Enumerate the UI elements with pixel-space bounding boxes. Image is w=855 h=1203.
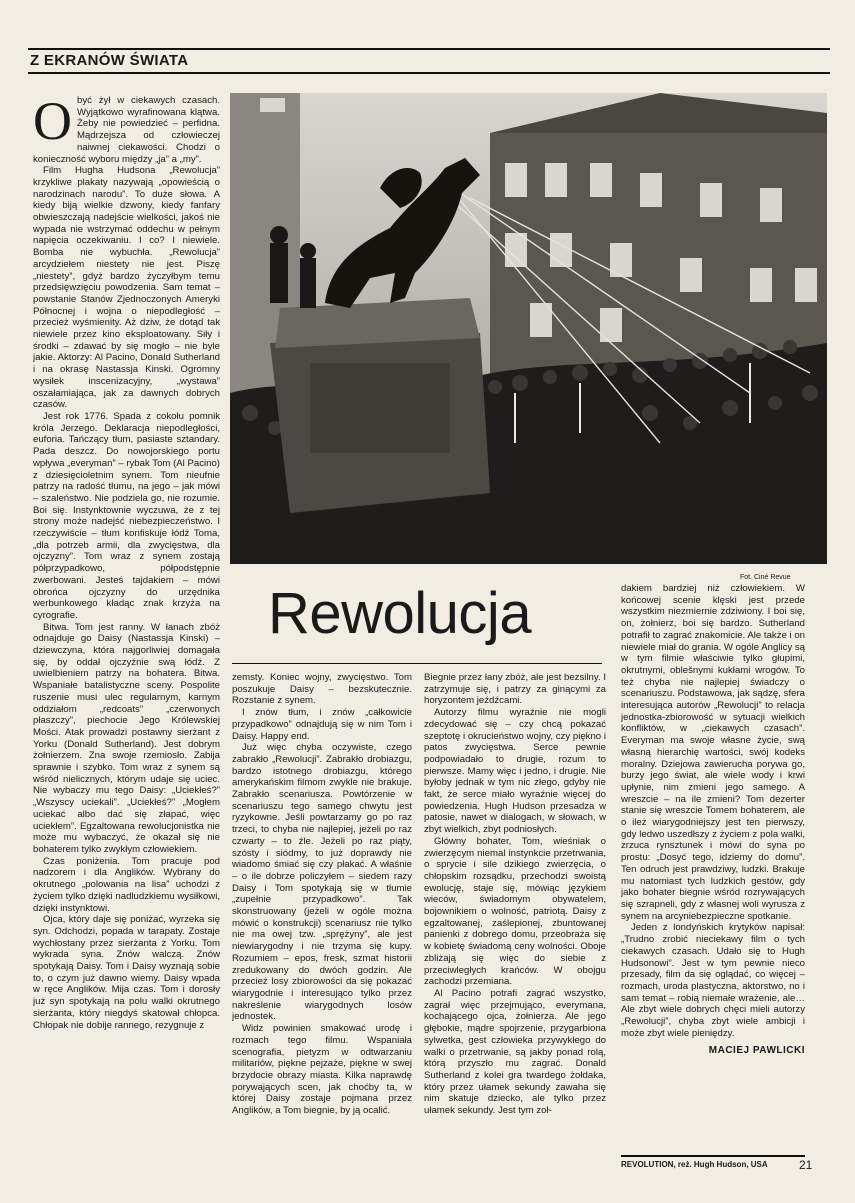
page-number: 21: [799, 1158, 813, 1172]
paragraph: zemsty. Koniec wojny, zwycięstwo. Tom poszukuje Daisy – bezskutecznie. Rozstanie z synem.: [232, 672, 412, 707]
paragraph: dakiem bardziej niż człowiekiem. W końcowej scenie klęski jest przede wszystkim niezmiernie zdziwiony. I boi się, on, żołnierz, boi się bardzo. Sutherland potrafił to zagrać znakomicie. Ale także i on niewiele miał do grania. W ogóle Anglicy są w tym filmie właściwie tylko głupimi, okrutnymi, oblešnymi kukłami wrogów. To też chyba nie najlepiej świadczy o scenariuszu. Podstawowa, jak sądzę, sfera interesująca autorów „Rewolucji” to relacja jednostka-zbiorowość w sytuacji wielkich konfliktów, w „ciekawych czasach”. Everyman ma swoje własne życie, swą własną hierarchię wartości, swój kodeks moralny. Dziejowa zawierucha porywa go, burzy jego świat, ale wiele wody i krwi upłynie, nim zmieni jego samego. A wreszcie – na ile zmieni? Tom dezerter stanie się wreszcie Tomem bohaterem, ale o ileż wiarygodniejszy jest ten pierwszy, gdy ledwo uszedłszy z życiem z pola walki, zrzuca rynsztunek i mówi do syna po prostu: „Dosyć tego, idziemy do domu”. Ten odruch jest prawdziwy, ludzki. Brakuje mu natomiast tych ludzkich gestów, gdy jako bohater biegnie wśród rozrywających się szrapneli, gdy z własnej woli wyrusza z synem na arcyniebezpieczne spotkanie.: [621, 583, 805, 922]
author-signature: MACIEJ PAWLICKI: [708, 1045, 805, 1057]
title-rule: [232, 663, 602, 664]
article-column-2: [232, 672, 412, 1172]
paragraph: Jeden z londyńskich krytyków napisał: „Trudno zrobić nieciekawy film o tych ciekawych czasach. Udało się to Hugh Hudsonowi”. Jest w tym pewnie nieco przesady, film da się oglądać, co więcej – rozmach, uroda plastyczna, aktorstwo, no i sam temat – robią niemałe wrażenie, ale… Ale zbyt wiele dobrych chęci mieli autorzy „Rewolucji”, chyba zbyt wiele ambicji i może zbyt wiele pieniędzy.: [621, 922, 805, 1039]
section-title: Z EKRANÓW ŚWIATA: [30, 52, 189, 69]
paragraph: Ojca, który daje się poniżać, wyrzeka się syn. Odchodzi, popada w tarapaty. Zostaje wychłostany przez sierżanta z Yorku. Tom wykrada syna. Znów walczą. Znów spotykają Daisy. Tom i Daisy wyznają sobie to, o czym już dawno wiemy. Daisy wpada w ręce Anglików. Mija czas. Tom i dorosły już syn spotykają na polu walki okrutnego sierżanta, który niegdyś skatował chłopca. Chłopak nie dobije rannego, rezygnuje z: [33, 914, 220, 1031]
article-photo: [230, 93, 827, 564]
paragraph: I znów tłum, i znów „całkowicie przypadkowo” odnajdują się w nim Tom i Daisy. Happy end.: [232, 707, 412, 742]
signature-rule: [621, 1155, 805, 1157]
statue-toppling-illustration: [230, 93, 827, 564]
header-top-rule: [28, 48, 830, 50]
paragraph: Czas poniżenia. Tom pracuje pod nadzorem i dla Anglików. Wybrany do okrutnego „polowania na lisa” uchodzi z życiem tylko dzięki nadludzkiemu wysiłkowi, dzięki instynktowi.: [33, 855, 220, 914]
paragraph: być żył w ciekawych czasach. Wyjątkowo wyrafinowana klątwa. Żeby nie powiedzieć – perfidna. Mądrzejsza od człowieczej naiwnej ciekawości. Chodzi o konieczność wyboru między „ja” a „my”.: [33, 95, 220, 165]
paragraph: Już więc chyba oczywiste, czego zabrakło „Rewolucji”. Zabrakło drobiazgu, bardzo istotnego drobiazgu, którego amerykańskim filmom zwykle nie brakuje. Zabrakło scenariusza. Powtórzenie w scenariuszu tego samego chwytu jest ryzykowne. Jeśli powtarzamy go po raz trzeci, to chyba nie najlepiej, jeżeli po raz czwarty – to źle. Jeżeli po raz piąty, szósty i siódmy, to już doprawdy nie wiadomo śmiać się czy płakać. A właśnie – o ile dobrze policzyłem – siedem razy Daisy i Tom spotykają się w tłumie „zupełnie przypadkowo”. Tak skonstruowany (jeżeli w ogóle można mówić o konstrukcji) scenariusz nie tylko nie ma owej tzw. „sprężyny”, ale jest niewiarygodny i nie trzyma się kupy. Rozumiem – epos, fresk, szmat historii zredukowany do dwóch godzin. Ale przecież losy zbiorowości da się pokazać wiarygodnie i interesująco tylko przez nakreślenie wiarygodnych losów jednostek.: [232, 742, 412, 1023]
paragraph: Jest rok 1776. Spada z cokołu pomnik króla Jerzego. Deklaracja niepodległości, euforia. Tańczący tłum, pasiaste sztandary. Pada deszcz. Do nowojorskiego portu wpływa „everyman” – rybak Tom (Al Pacino) z dziesięcioletnim synem. Tom nieufnie patrzy na radość tłumu, na jego – jak mówi – szaleństwo. Nie podziela go, nie rozumie. Boi się. Instynktownie wyczuwa, że z tej strony może nadejść niebezpieczeństwo. I rzeczywiście – tłum konfiskuje łódź Toma, „dla potrzeb armii, dla zwycięstwa, dla ojczyzny”. Tom wraz z synem zostają półprzypadkowo, półpodstępnie zwerbowani. Jesteś tajdakiem – mówi obrońca ojczyzny do urzędnika werbunkowego kładąc znak krzyża na cyrografie.: [33, 410, 220, 621]
paragraph: Al Pacino potrafi zagrać wszystko, zagrał więc przejmująco, everymana, kochającego ojca, żołnierza. Ale jego głębokie, mądre spojrzenie, przygarbiona sylwetka, gest człowieka przywykłego do walki o przetrwanie, są jakby ponad rolą, którą przyszło mu zagrać. Donald Sutherland z kolei gra twardego żołdaka, który przez ułamek sekundy zawaha się nim skatuje dziecko, ale tylko przez ułamek sekundy. Jest tym zoł-: [424, 987, 606, 1117]
dropcap: O: [33, 95, 72, 151]
article-title: Rewolucja: [268, 581, 532, 646]
paragraph: Główny bohater, Tom, wieśniak o zwierzęcym niemal instynkcie przetrwania, o sprycie i sile dzikiego zwierzęcia, o chłopskim rozsądku, przechodzi swoistą ewolucję, staje się, mówiąc językiem wieców, świadomym obywatelem, bojownikiem o wolność, patriotą. Daisy z egzaltowanej, zaślepionej, zbuntowanej panienki z dobrego domu, przeobraża się w kobietę świadomą ceny wolności. Oboje zbliżają się więc do siebie z przeciwległych krańców. W obojgu zachodzi przemiana.: [424, 835, 606, 988]
paragraph: Bitwa. Tom jest ranny. W łanach zbóż odnajduje go Daisy (Nastassja Kinski) – dziewczyna, która najgorliwiej domagała się, by oddał ojczyźnie swą łódź. Z uwielbieniem patrzy na bohatera. Bitwa. Wspaniałe batalistyczne sceny. Pospolite ruszenie musi ulec regularnym, karnym oddziałom „redcoats” „czerwonych płaszczy”, piechocie Jego Królewskiej Mości. Atak prowadzi postawny sierżant z Yorku (Donald Sutherland). Jest dobrym żołnierzem. Zna swoje rzemiosło. Zabija sprawnie i szybko. Tom wraz z synem są wśród nielicznych, którym udaje się uciec. Nie wybaczy mu tego Daisy: „Uciekłeś?” „Wszyscy uciekali”. „Uciekłeś?” „Mogłem uciekać albo dać się złapać, więc uciekłem”. Egzaltowana rewolucjonistka nie może mu wybaczyć, że okazał się nie bohaterem tylko zwykłym człowiekiem.: [33, 621, 220, 855]
paragraph: Biegnie przez łany zbóż, ale jest bezsilny. I zatrzymuje się, i patrzy za ginącymi za horyzontem jeźdźcami.: [424, 672, 606, 707]
article-column-1: [33, 95, 220, 1175]
article-column-3: [424, 672, 606, 1172]
paragraph: Film Hugha Hudsona „Rewolucja” krzykliwe plakaty nazywają „opowieścią o narodzinach narodu”. To duże słowa. A kiedy biją wielkie dzwony, kiedy fanfary obwieszczają nadejście wielkości, jakoś nie wypada nie wstrzymać oddechu w pełnym napięcia oczekiwaniu. I co? I niewiele. Bomba nie wybuchła. „Rewolucja” arcydziełem niestety nie jest. Piszę „niestety”, gdyż bardzo życzyłbym temu przedsięwzięciu powodzenia. Sam temat – powstanie Stanów Zjednoczonych Ameryki Północnej i wojna o niepodległość – przecież wyśmienity. Aż dziw, że dotąd tak niewiele przez kino eksploatowany. Siły i środki – zdawać by się mogło – nie byle jakie. Aktorzy: Al Pacino, Donald Sutherland i na okrasę Nastassja Kinski. Ogromny wysiłek inscenizacyjny, „wystawa” oszałamiająca, jak za dawnych dobrych czasów.: [33, 165, 220, 411]
header-bottom-rule: [28, 72, 830, 74]
film-credit: REVOLUTION, reż. Hugh Hudson, USA: [621, 1160, 768, 1169]
paragraph: Autorzy filmu wyraźnie nie mogli zdecydować się – czy chcą pokazać szeptotę i okrucieństwo wojny, czy piękno i patos zwycięstwa. Serce pewnie podpowiadało to drugie, rozum to pierwsze. Mamy więc i jedno, i drugie. Nie byłoby jednak w tym nic złego, gdyby nie fakt, że serce miało wyraźnie więcej do powiedzenia. Hugh Hudson przesadza w patosie, nawet w dialogach, w słowach, w zbyt wielkich, zbyt podniosłych.: [424, 707, 606, 836]
paragraph: Widz powinien smakować urodę i rozmach tego filmu. Wspaniała scenografia, pietyzm w odtwarzaniu militariów, piękne pejzaże, piękne w swej brzydocie obrazy miasta. Kilka naprawdę porywających scen, jak choćby ta, w której Daisy zostaje pojmana przez Anglików, a Tom biegnie, by ją ocalić.: [232, 1023, 412, 1117]
photo-credit: Fot. Ciné Revue: [740, 574, 791, 581]
article-column-4: [621, 583, 805, 1153]
